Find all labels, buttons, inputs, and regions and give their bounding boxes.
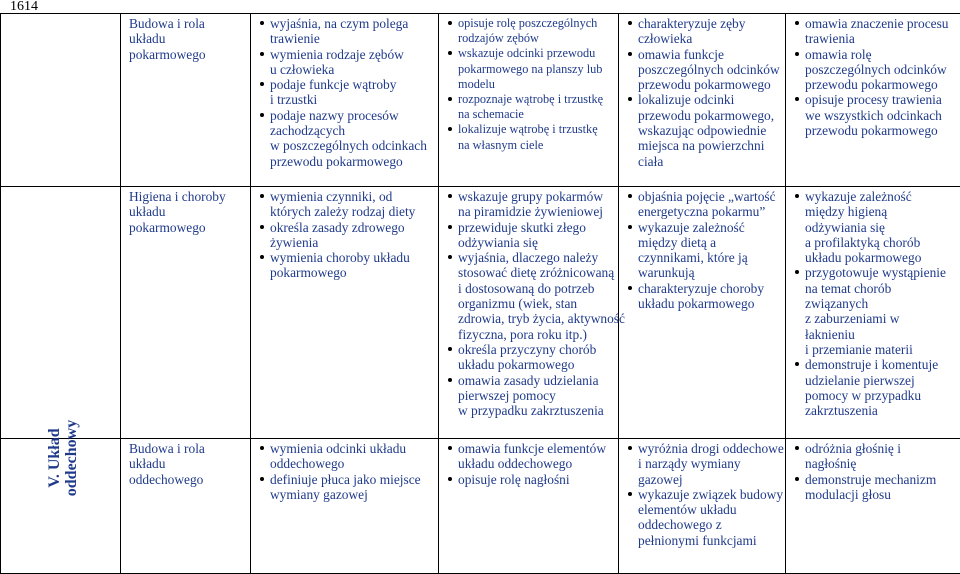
page-number: 1614 bbox=[0, 0, 62, 13]
list-item bbox=[627, 92, 783, 168]
section-label bbox=[46, 420, 80, 496]
requirements-cell bbox=[251, 439, 439, 574]
topic-cell bbox=[121, 14, 251, 187]
list-item-line: wykazuje zależność bbox=[805, 189, 958, 204]
list-item-line: i dostosowaną do potrzeb bbox=[458, 281, 616, 296]
list-item bbox=[447, 472, 616, 487]
list-item-line: omawia funkcje elementów bbox=[458, 441, 616, 456]
topic-line: pokarmowego bbox=[129, 220, 248, 235]
list-item bbox=[447, 441, 616, 472]
requirements-list bbox=[259, 189, 436, 281]
list-item-line: wskazuje grupy pokarmów bbox=[458, 189, 616, 204]
topic-cell bbox=[121, 439, 251, 574]
list-item bbox=[447, 220, 616, 251]
list-item-line: opisuje rolę nagłośni bbox=[458, 472, 616, 487]
list-item-line: z zaburzeniami w bbox=[805, 311, 958, 326]
list-item bbox=[794, 357, 958, 418]
list-item-line: lokalizuje wątrobę i trzustkę bbox=[458, 122, 616, 137]
list-item-line: omawia funkcje bbox=[638, 47, 783, 62]
topic-title bbox=[129, 16, 248, 62]
list-item bbox=[259, 250, 436, 281]
requirements-list bbox=[447, 16, 616, 153]
list-item bbox=[794, 92, 958, 138]
list-item bbox=[447, 189, 616, 220]
requirements-list bbox=[447, 189, 616, 418]
requirements-cell bbox=[251, 187, 439, 439]
list-item-line: stosować dietę zróżnicowaną bbox=[458, 265, 616, 280]
list-item-line: przewodu pokarmowego, bbox=[638, 108, 783, 123]
list-item-line: przygotowuje wystąpienie bbox=[805, 265, 958, 280]
topic-line: Budowa i rola bbox=[129, 441, 248, 456]
list-item-line: wyróżnia drogi oddechowe bbox=[638, 441, 783, 456]
list-item-line: na schemacie bbox=[458, 107, 616, 122]
list-item bbox=[447, 92, 616, 122]
requirements-list bbox=[259, 16, 436, 169]
list-item bbox=[794, 189, 958, 265]
list-item-line: warunkują bbox=[638, 265, 783, 280]
list-item-line: odróżnia głośnię i bbox=[805, 441, 958, 456]
list-item-line: elementów układu bbox=[638, 502, 783, 517]
list-item-line: przewodu pokarmowego bbox=[270, 154, 436, 169]
list-item bbox=[447, 122, 616, 152]
list-item bbox=[447, 373, 616, 419]
list-item-line: między higieną bbox=[805, 204, 958, 219]
list-item bbox=[794, 441, 958, 472]
list-item-line: omawia zasady udzielania bbox=[458, 373, 616, 388]
requirements-cell bbox=[439, 187, 619, 439]
list-item-line: czynnikami, które ją bbox=[638, 250, 783, 265]
requirements-list bbox=[627, 16, 783, 169]
list-item-line: omawia znaczenie procesu bbox=[805, 16, 958, 31]
list-item-line: podaje funkcje wątroby bbox=[270, 77, 436, 92]
list-item bbox=[447, 250, 616, 342]
list-item-line: udzielanie pierwszej bbox=[805, 373, 958, 388]
list-item-line: modulacji głosu bbox=[805, 487, 958, 502]
list-item bbox=[794, 472, 958, 503]
list-item bbox=[627, 16, 783, 47]
list-item-line: i przemianie materii bbox=[805, 342, 958, 357]
list-item-line: organizmu (wiek, stan bbox=[458, 296, 616, 311]
list-item bbox=[259, 472, 436, 503]
list-item-line: przewiduje skutki złego bbox=[458, 220, 616, 235]
list-item-line: modelu bbox=[458, 77, 616, 92]
list-item-line: miejsca na powierzchni bbox=[638, 138, 783, 153]
requirements-cell bbox=[786, 14, 960, 187]
section-label-line: V. Układ bbox=[46, 420, 63, 496]
requirements-list bbox=[447, 441, 616, 487]
section-cell bbox=[1, 439, 121, 574]
list-item bbox=[447, 46, 616, 92]
list-item-line: opisuje procesy trawienia bbox=[805, 92, 958, 107]
list-item-line: oddechowego z bbox=[638, 517, 783, 532]
list-item-line: wskazuje odcinki przewodu bbox=[458, 46, 616, 61]
list-item bbox=[627, 47, 783, 93]
list-item-line: układu pokarmowego bbox=[458, 357, 616, 372]
topic-line: Budowa i rola bbox=[129, 16, 248, 31]
requirements-cell bbox=[439, 439, 619, 574]
list-item-line: związanych bbox=[805, 296, 958, 311]
list-item-line: przewodu pokarmowego bbox=[638, 77, 783, 92]
list-item-line: pełnionymi funkcjami bbox=[638, 533, 783, 548]
list-item-line: odżywiania się bbox=[458, 235, 616, 250]
list-item-line: i trzustki bbox=[270, 92, 436, 107]
list-item-line: w poszczególnych odcinkach bbox=[270, 138, 436, 153]
list-item-line: u człowieka bbox=[270, 62, 436, 77]
list-item-line: energetyczna pokarmu” bbox=[638, 204, 783, 219]
list-item-line: zakrztuszenia bbox=[805, 403, 958, 418]
requirements-cell bbox=[619, 439, 786, 574]
list-item-line: wymienia choroby układu bbox=[270, 250, 436, 265]
list-item-line: nagłośnię bbox=[805, 456, 958, 471]
list-item-line: zachodzących bbox=[270, 123, 436, 138]
list-item-line: przewodu pokarmowego bbox=[805, 123, 958, 138]
list-item-line: na piramidzie żywieniowej bbox=[458, 204, 616, 219]
list-item bbox=[259, 77, 436, 108]
list-item-line: układu pokarmowego bbox=[638, 296, 783, 311]
list-item-line: pierwszej pomocy bbox=[458, 388, 616, 403]
topic-cell bbox=[121, 187, 251, 439]
list-item-line: w przypadku zakrztuszenia bbox=[458, 403, 616, 418]
list-item-line: przewodu pokarmowego bbox=[805, 77, 958, 92]
topic-line: pokarmowego bbox=[129, 47, 248, 62]
list-item-line: poszczególnych odcinków bbox=[805, 62, 958, 77]
requirements-cell bbox=[619, 187, 786, 439]
list-item-line: i narządy wymiany bbox=[638, 456, 783, 471]
section-cell bbox=[1, 14, 121, 187]
list-item-line: wykazuje zależność bbox=[638, 220, 783, 235]
list-item-line: poszczególnych odcinków bbox=[638, 62, 783, 77]
list-item bbox=[447, 16, 616, 46]
list-item-line: na temat chorób bbox=[805, 281, 958, 296]
list-item-line: wyjaśnia, dlaczego należy bbox=[458, 250, 616, 265]
list-item-line: łaknieniu bbox=[805, 327, 958, 342]
list-item-line: opisuje rolę poszczególnych bbox=[458, 16, 616, 31]
list-item bbox=[447, 342, 616, 373]
list-item bbox=[259, 108, 436, 169]
list-item-line: których zależy rodzaj diety bbox=[270, 204, 436, 219]
list-item-line: trawienie bbox=[270, 31, 436, 46]
list-item-line: wykazuje związek budowy bbox=[638, 487, 783, 502]
topic-line: oddechowego bbox=[129, 472, 248, 487]
list-item bbox=[259, 220, 436, 251]
list-item-line: układu pokarmowego bbox=[805, 250, 958, 265]
list-item-line: pokarmowego bbox=[270, 265, 436, 280]
list-item bbox=[259, 16, 436, 47]
topic-line: Higiena i choroby bbox=[129, 189, 248, 204]
requirements-list bbox=[794, 441, 958, 502]
list-item bbox=[627, 487, 783, 548]
topic-line: układu bbox=[129, 31, 248, 46]
list-item-line: wymienia czynniki, od bbox=[270, 189, 436, 204]
requirements-list bbox=[259, 441, 436, 502]
list-item-line: demonstruje i komentuje bbox=[805, 357, 958, 372]
list-item-line: podaje nazwy procesów bbox=[270, 108, 436, 123]
requirements-cell bbox=[619, 14, 786, 187]
section-cell bbox=[1, 187, 121, 439]
table-row bbox=[1, 439, 960, 574]
section-label-line: oddechowy bbox=[63, 420, 80, 496]
list-item-line: charakteryzuje choroby bbox=[638, 281, 783, 296]
topic-line: układu bbox=[129, 456, 248, 471]
requirements-list bbox=[627, 189, 783, 311]
list-item-line: wymienia odcinki układu bbox=[270, 441, 436, 456]
list-item-line: żywienia bbox=[270, 235, 436, 250]
table-row bbox=[1, 187, 960, 439]
list-item-line: na własnym ciele bbox=[458, 138, 616, 153]
curriculum-table bbox=[0, 13, 960, 574]
requirements-list bbox=[627, 441, 783, 548]
list-item-line: wymienia rodzaje zębów bbox=[270, 47, 436, 62]
requirements-list bbox=[794, 189, 958, 418]
requirements-cell bbox=[251, 14, 439, 187]
list-item-line: oddechowego bbox=[270, 456, 436, 471]
topic-title bbox=[129, 441, 248, 487]
list-item bbox=[259, 441, 436, 472]
list-item-line: wyjaśnia, na czym polega bbox=[270, 16, 436, 31]
list-item-line: układu oddechowego bbox=[458, 456, 616, 471]
list-item-line: między dietą a bbox=[638, 235, 783, 250]
list-item-line: odżywiania się bbox=[805, 220, 958, 235]
list-item-line: wskazując odpowiednie bbox=[638, 123, 783, 138]
list-item-line: gazowej bbox=[638, 472, 783, 487]
list-item-line: pomocy w przypadku bbox=[805, 388, 958, 403]
list-item-line: omawia rolę bbox=[805, 47, 958, 62]
list-item-line: fizyczna, pora roku itp.) bbox=[458, 327, 616, 342]
list-item bbox=[259, 47, 436, 78]
list-item-line: demonstruje mechanizm bbox=[805, 472, 958, 487]
list-item-line: rozpoznaje wątrobę i trzustkę bbox=[458, 92, 616, 107]
list-item-line: ciała bbox=[638, 154, 783, 169]
topic-title bbox=[129, 189, 248, 235]
requirements-cell bbox=[439, 14, 619, 187]
list-item bbox=[627, 281, 783, 312]
table-row bbox=[1, 14, 960, 187]
list-item-line: lokalizuje odcinki bbox=[638, 92, 783, 107]
list-item bbox=[259, 189, 436, 220]
requirements-list bbox=[794, 16, 958, 138]
list-item-line: określa zasady zdrowego bbox=[270, 220, 436, 235]
list-item bbox=[794, 16, 958, 47]
list-item-line: charakteryzuje zęby bbox=[638, 16, 783, 31]
list-item-line: określa przyczyny chorób bbox=[458, 342, 616, 357]
list-item bbox=[627, 189, 783, 220]
list-item-line: we wszystkich odcinkach bbox=[805, 108, 958, 123]
list-item-line: człowieka bbox=[638, 31, 783, 46]
list-item bbox=[794, 265, 958, 357]
list-item-line: zdrowia, tryb życia, aktywność bbox=[458, 311, 616, 326]
list-item-line: trawienia bbox=[805, 31, 958, 46]
list-item-line: objaśnia pojęcie „wartość bbox=[638, 189, 783, 204]
list-item-line: pokarmowego na planszy lub bbox=[458, 62, 616, 77]
list-item bbox=[794, 47, 958, 93]
list-item-line: rodzajów zębów bbox=[458, 31, 616, 46]
list-item bbox=[627, 220, 783, 281]
list-item-line: definiuje płuca jako miejsce bbox=[270, 472, 436, 487]
requirements-cell bbox=[786, 439, 960, 574]
requirements-cell bbox=[786, 187, 960, 439]
list-item-line: wymiany gazowej bbox=[270, 487, 436, 502]
list-item bbox=[627, 441, 783, 487]
list-item-line: a profilaktyką chorób bbox=[805, 235, 958, 250]
topic-line: układu bbox=[129, 204, 248, 219]
